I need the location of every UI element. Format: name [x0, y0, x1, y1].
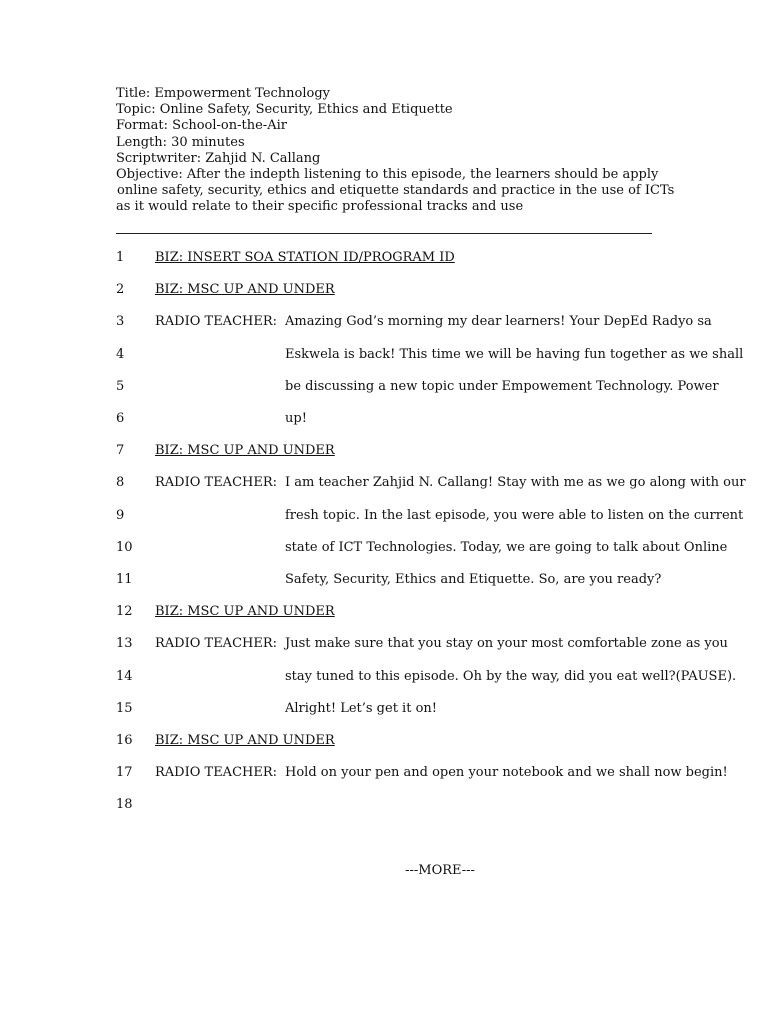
biz-cue: BIZ: MSC UP AND UNDER [155, 733, 335, 748]
script-line [0, 538, 768, 558]
line-number: 8 [116, 475, 125, 491]
line-number: 18 [116, 797, 133, 813]
dialogue-text: Hold on your pen and open your notebook and we shall now begin! [285, 765, 728, 781]
script-title: Title: Empowerment Technology [116, 86, 331, 101]
biz-cue: BIZ: MSC UP AND UNDER [155, 282, 335, 298]
dialogue-text: Eskwela is back! This time we will be having fun together as we shall [285, 346, 744, 362]
script-line [0, 602, 768, 622]
line-number: 1 [116, 250, 125, 265]
line-number: 15 [116, 700, 133, 716]
dialogue-text: Amazing God’s morning my dear learners! Your DepEd Radyo sa [285, 314, 712, 330]
script-line [0, 409, 768, 429]
script-line [0, 441, 768, 461]
line-number: 14 [116, 668, 133, 684]
script-line [0, 377, 768, 397]
dialogue-text: I am teacher Zahjid N. Callang! Stay with me as we go along with our [285, 475, 746, 491]
line-number: 3 [116, 314, 125, 330]
script-line [0, 248, 768, 268]
script-line [0, 280, 768, 300]
line-number: 4 [116, 346, 125, 362]
script-line [0, 731, 768, 751]
speaker-label: RADIO TEACHER: [155, 314, 278, 330]
dialogue-text: Alright! Let’s get it on! [285, 700, 437, 716]
biz-cue: BIZ: MSC UP AND UNDER [155, 443, 335, 459]
script-format: Format: School-on-the-Air [116, 118, 287, 134]
dialogue-text: Safety, Security, Ethics and Etiquette. So, are you ready? [285, 572, 662, 587]
line-number: 16 [116, 733, 133, 748]
script-line [0, 570, 768, 590]
line-number: 7 [116, 443, 125, 459]
objective-line: as it would relate to their specific professional tracks and use [116, 199, 524, 215]
script-line [0, 634, 768, 654]
objective-line: online safety, security, ethics and etiquette standards and practice in the use of ICTs [117, 183, 675, 199]
script-line [0, 506, 768, 526]
dialogue-text: Just make sure that you stay on your most comfortable zone as you [285, 636, 728, 652]
script-line [0, 763, 768, 783]
script-line [0, 312, 768, 332]
dialogue-text: be discussing a new topic under Empowement Technology. Power [285, 378, 719, 394]
line-number: 11 [116, 572, 133, 587]
biz-cue: BIZ: MSC UP AND UNDER [155, 604, 335, 620]
line-number: 12 [116, 604, 133, 620]
dialogue-text: state of ICT Technologies. Today, we are going to talk about Online [285, 539, 728, 555]
line-number: 2 [116, 282, 125, 298]
script-line [0, 667, 768, 687]
script-writer: Scriptwriter: Zahjid N. Callang [116, 150, 321, 166]
speaker-label: RADIO TEACHER: [155, 636, 278, 652]
line-number: 9 [116, 507, 125, 523]
script-length: Length: 30 minutes [116, 134, 245, 150]
speaker-label: RADIO TEACHER: [155, 475, 278, 491]
line-number: 10 [116, 539, 133, 555]
script-line [0, 699, 768, 719]
objective-line: Objective: After the indepth listening to this episode, the learners should be apply [116, 167, 659, 183]
biz-cue: BIZ: INSERT SOA STATION ID/PROGRAM ID [155, 250, 455, 265]
script-line [0, 345, 768, 365]
speaker-label: RADIO TEACHER: [155, 765, 278, 781]
dialogue-text: fresh topic. In the last episode, you were able to listen on the current [285, 507, 744, 523]
line-number: 5 [116, 378, 125, 394]
line-number: 17 [116, 765, 133, 781]
script-topic: Topic: Online Safety, Security, Ethics and Etiquette [116, 102, 453, 118]
line-number: 6 [116, 411, 125, 426]
dialogue-text: up! [285, 411, 307, 426]
dialogue-text: stay tuned to this episode. Oh by the way, did you eat well?(PAUSE). [285, 668, 737, 684]
script-line [0, 473, 768, 493]
line-number: 13 [116, 636, 133, 652]
script-line [0, 795, 768, 815]
more-marker: ---MORE--- [405, 863, 475, 878]
